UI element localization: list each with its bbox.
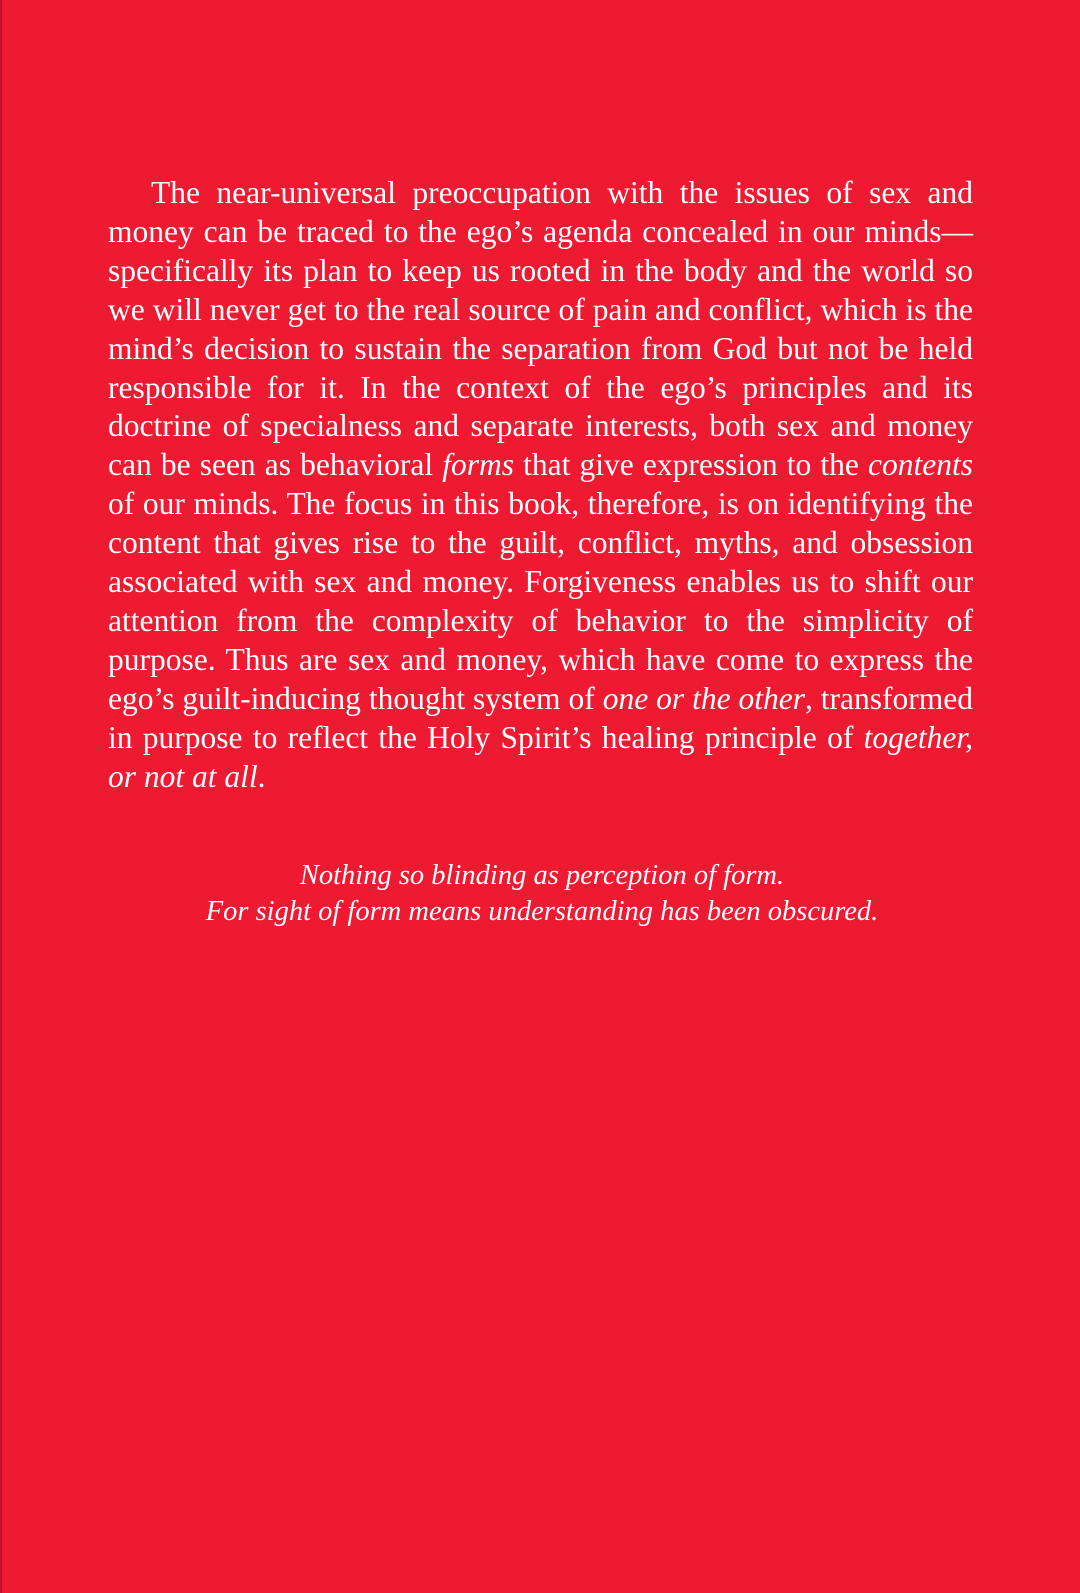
blurb-paragraph xyxy=(108,174,973,797)
blurb-text-4: , transformed in purpose to reflect the Holy Spirit’s healing principle of xyxy=(108,680,973,755)
blurb-text-2: that give expression to the xyxy=(514,447,869,483)
blurb-emphasis-one-or-the-other: one or the other xyxy=(602,680,805,716)
epigraph-line-2: For sight of form means understanding has been obscured. xyxy=(205,896,879,927)
blurb-text-5: . xyxy=(257,758,266,794)
blurb-text-3: of our minds. The focus in this book, therefore, is on identifying the content that gives rise to the guilt, conflict, myths, and obsession associated with sex and money. Forgiveness enables us to shift our attention from the complexity of behavior to the simplicity of purpose. Thus are sex and money, which have come to express the ego’s guilt-inducing thought system of xyxy=(108,486,973,716)
blurb-text-1: The near-universal preoccupation with the issues of sex and money can be traced to the ego’s agenda concealed in our minds—specifically its plan to keep us rooted in the body and the world so we will never get to the real source of pain and conflict, which is the mind’s decision to sustain the separation from God but not be held responsible for it. In the context of the ego’s principles and its doctrine of specialness and separate interests, both sex and money can be seen as behavioral xyxy=(108,175,973,483)
blurb-emphasis-contents: contents xyxy=(868,447,973,483)
blurb-emphasis-together: together, or not at all xyxy=(108,719,973,794)
epigraph xyxy=(62,858,1022,930)
blurb-emphasis-forms: forms xyxy=(442,447,515,483)
epigraph-line-1: Nothing so blinding as perception of form. xyxy=(299,860,785,891)
